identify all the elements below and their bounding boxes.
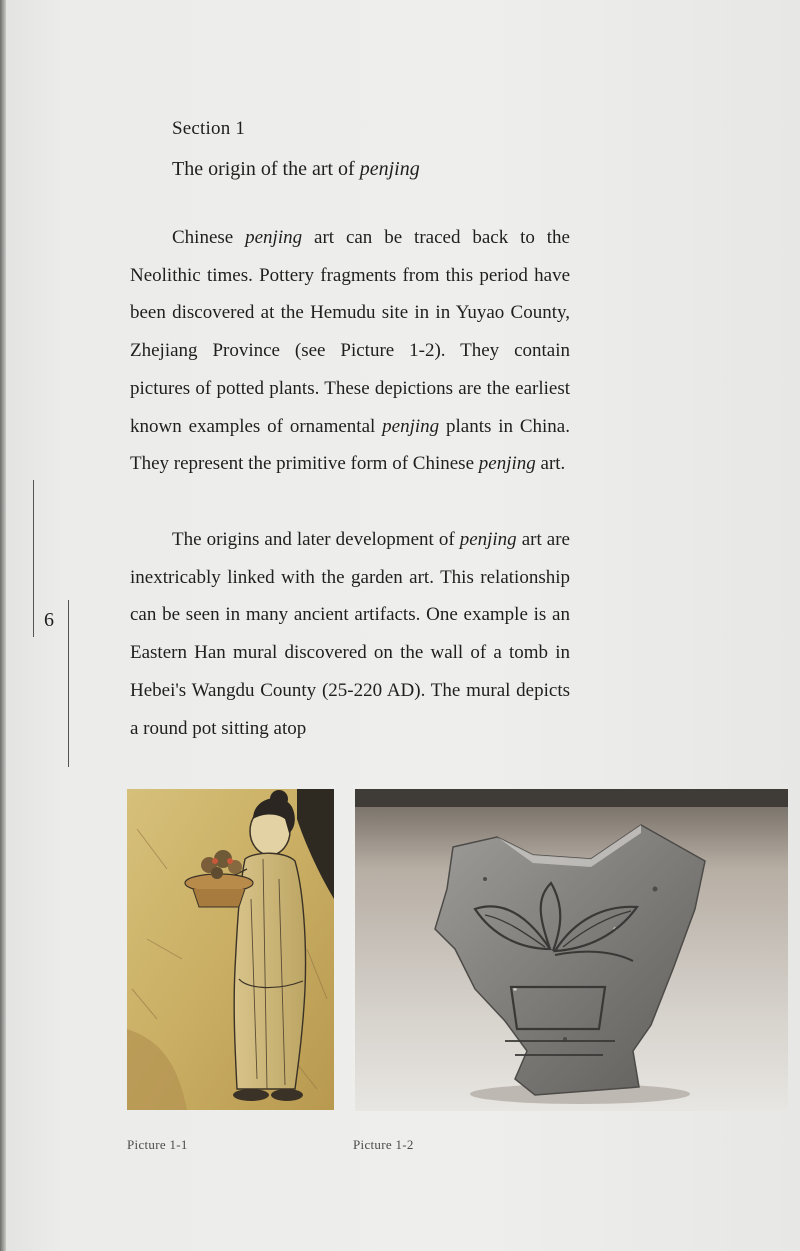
para1-text-3: plants in China. They represent the primitive form of Chinese xyxy=(130,415,570,475)
section-title xyxy=(172,158,420,181)
picture-1-2-caption: Picture 1-2 xyxy=(353,1137,414,1152)
margin-rule-right xyxy=(68,600,69,767)
section-title-text: The origin of the art of xyxy=(172,158,360,180)
picture-1-2-pottery-fragment xyxy=(355,789,788,1111)
binding-edge xyxy=(0,0,6,1251)
para2-text-1: The origins and later development of xyxy=(172,529,460,550)
para2-term-1: penjing xyxy=(459,529,517,550)
section-title-italic: penjing xyxy=(359,158,420,180)
picture-1-1-mural xyxy=(127,789,334,1110)
para1-text-2: art can be traced back to the Neolithic times. Pottery fragments from this period have been discovered at the Hemudu site in in Yuyao County, Zhejiang Province (see Picture 1-2). They contain pictures of potted plants. These depictions are the earliest known examples of ornamental xyxy=(130,227,570,437)
section-label: Section 1 xyxy=(172,118,246,139)
margin-rule-left xyxy=(33,480,34,637)
para1-term-3: penjing xyxy=(478,453,536,475)
para1-term-2: penjing xyxy=(382,415,440,437)
page-number: 6 xyxy=(44,609,54,631)
paragraph-2 xyxy=(130,521,570,747)
paragraph-1 xyxy=(130,219,570,483)
para1-text-1: Chinese xyxy=(172,227,246,248)
picture-1-1-caption: Picture 1-1 xyxy=(127,1137,188,1152)
para1-term-1: penjing xyxy=(245,227,303,248)
para1-text-4: art. xyxy=(535,453,566,475)
para2-text-2: art are inextricably linked with the garden art. This relationship can be seen in many ancient artifacts. One example is an Eastern Han mural discovered on the wall of a tomb in Hebei's Wangdu County (25-220 AD). The mural depicts a round pot sitting atop xyxy=(130,529,570,739)
